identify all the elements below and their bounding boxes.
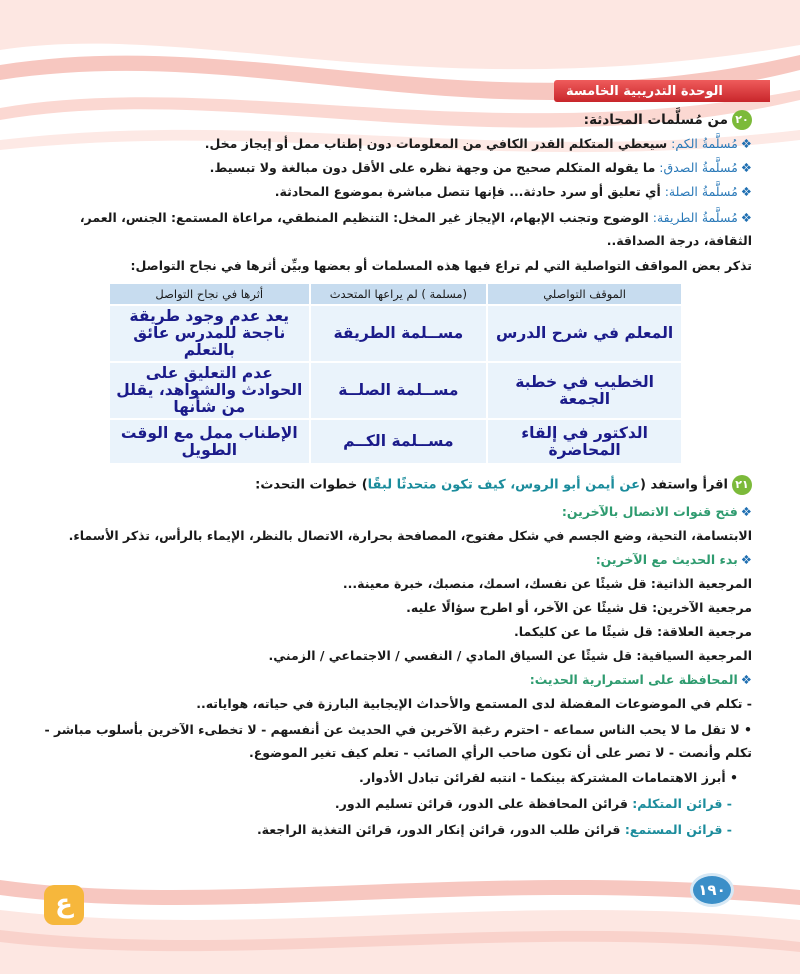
decorative-wave-bottom xyxy=(0,860,800,974)
page-content xyxy=(30,110,752,844)
communication-situations-table xyxy=(108,282,683,465)
subheading: ❖المحافظة على استمرارية الحديث: xyxy=(529,671,752,687)
instruction-text: تذكر بعض المواقف التواصلية التي لم تراع فيها هذه المسلمات أو بعضها وبيِّن أثرها في نجاح التواصل: xyxy=(130,258,752,273)
diamond-bullet-icon: ❖ xyxy=(740,210,752,225)
column-header: الموقف التواصلي xyxy=(487,283,682,305)
unit-title: الوحدة التدريبية الخامسة xyxy=(566,83,723,99)
table-cell: الدكتور في إلقاء المحاضرة xyxy=(487,419,682,464)
subheading: ❖بدء الحديث مع الآخرين: xyxy=(595,551,752,567)
column-header: أثرها في نجاح التواصل xyxy=(109,283,310,305)
paragraph: مرجعية الآخرين: قل شيئًا عن الآخر، أو اطرح سؤالًا عليه. xyxy=(406,599,752,615)
page-number: ١٩٠ xyxy=(690,873,734,907)
paragraph: المرجعية الذاتية: قل شيئًا عن نفسك، اسمك، منصبك، خبرة معينة... xyxy=(342,575,752,591)
table-cell: مســلمة الكــم xyxy=(310,419,488,464)
table-cell: يعد عدم وجود طريقة ناجحة للمدرس عائق بالتعلم xyxy=(109,305,310,362)
section-number-badge: ٢١ xyxy=(732,475,752,495)
diamond-bullet-icon: ❖ xyxy=(740,671,752,687)
table-row xyxy=(109,419,682,464)
table-cell: الإطناب ممل مع الوقت الطويل xyxy=(109,419,310,464)
diamond-bullet-icon: ❖ xyxy=(740,551,752,567)
paragraph: • لا تقل ما لا يحب الناس سماعه - احترم رغبة الآخرين في الحديث عن أنفسهم - لا تخطىء الآخرين بأسلوب مباشر - تكلم وأنصت - لا تصر على أن تكون صاحب الرأي الصائب - تعلم كيف تغير الموضوع. xyxy=(44,721,752,760)
book-reference: عن أيمن أبو الروس، كيف تكون متحدثًا لبقًا xyxy=(367,477,640,493)
section-number-badge: ٢٠ xyxy=(732,110,752,130)
publisher-logo-icon: ع xyxy=(44,885,84,925)
list-item: ❖مُسلَّمةُ الصدق: ما يقوله المتكلم صحيح من وجهة نظره على الأقل دون مبالغة ولا تبسيط. xyxy=(209,160,752,175)
diamond-bullet-icon: ❖ xyxy=(740,160,752,175)
paragraph: • أبرز الاهتمامات المشتركة بينكما - انتبه لقرائن تبادل الأدوار. xyxy=(359,769,738,785)
table-cell: مســلمة الصلــة xyxy=(310,362,488,419)
diamond-bullet-icon: ❖ xyxy=(740,136,752,151)
paragraph: - قرائن المتكلم: قرائن المحافظة على الدور، قرائن تسليم الدور. xyxy=(334,795,732,811)
list-item: ❖مُسلَّمةُ الطريقة: الوضوح وتجنب الإبهام، الإيجاز غير المخل: التنظيم المنطقي، مراعاة المستمع: الجنس، العمر، الثقافة، درجة الصداقة.. xyxy=(79,210,752,248)
list-item: ❖مُسلَّمةُ الكم: سيعطي المتكلم القدر الكافي من المعلومات دون إطناب ممل أو إيجاز مخل. xyxy=(204,136,752,151)
paragraph: المرجعية السياقية: قل شيئًا عن السياق المادي / النفسي / الاجتماعي / الزمني. xyxy=(268,647,752,663)
paragraph: الابتسامة، التحية، وضع الجسم في شكل مفتوح، المصافحة بحرارة، الاتصال بالنظر، الإيماء بالرأس، تذكر الأسماء. xyxy=(68,527,752,543)
diamond-bullet-icon: ❖ xyxy=(740,184,752,199)
table-cell: الخطيب في خطبة الجمعة xyxy=(487,362,682,419)
paragraph: مرجعية العلاقة: قل شيئًا ما عن كليكما. xyxy=(514,623,752,639)
section-21-heading: ٢١اقرأ واستفد (عن أيمن أبو الروس، كيف تكون متحدثًا لبقًا) خطوات التحدث: xyxy=(30,475,752,496)
list-item: ❖مُسلَّمةُ الصلة: أي تعليق أو سرد حادثة... فإنها تتصل مباشرة بموضوع المحادثة. xyxy=(274,184,752,199)
table-cell: المعلم في شرح الدرس xyxy=(487,305,682,362)
table-cell: عدم التعليق على الحوادث والشواهد، يقلل من شأنها xyxy=(109,362,310,419)
table-row xyxy=(109,305,682,362)
paragraph: - تكلم في الموضوعات المفضلة لدى المستمع والأحداث الإيجابية البارزة في حياته، هواياته.. xyxy=(196,695,752,711)
column-header: (مسلمة ) لم يراعها المتحدث xyxy=(310,283,488,305)
table-cell: مســلمة الطريقة xyxy=(310,305,488,362)
table-header-row xyxy=(109,283,682,305)
unit-title-banner xyxy=(554,80,770,102)
table-row xyxy=(109,362,682,419)
paragraph: - قرائن المستمع: قرائن طلب الدور، قرائن إنكار الدور، قرائن التغذية الراجعة. xyxy=(256,821,732,837)
section-20-heading: ٢٠من مُسلَّمات المحادثة: xyxy=(30,110,752,130)
subheading: ❖فتح قنوات الاتصال بالآخرين: xyxy=(561,503,752,519)
diamond-bullet-icon: ❖ xyxy=(740,503,752,519)
